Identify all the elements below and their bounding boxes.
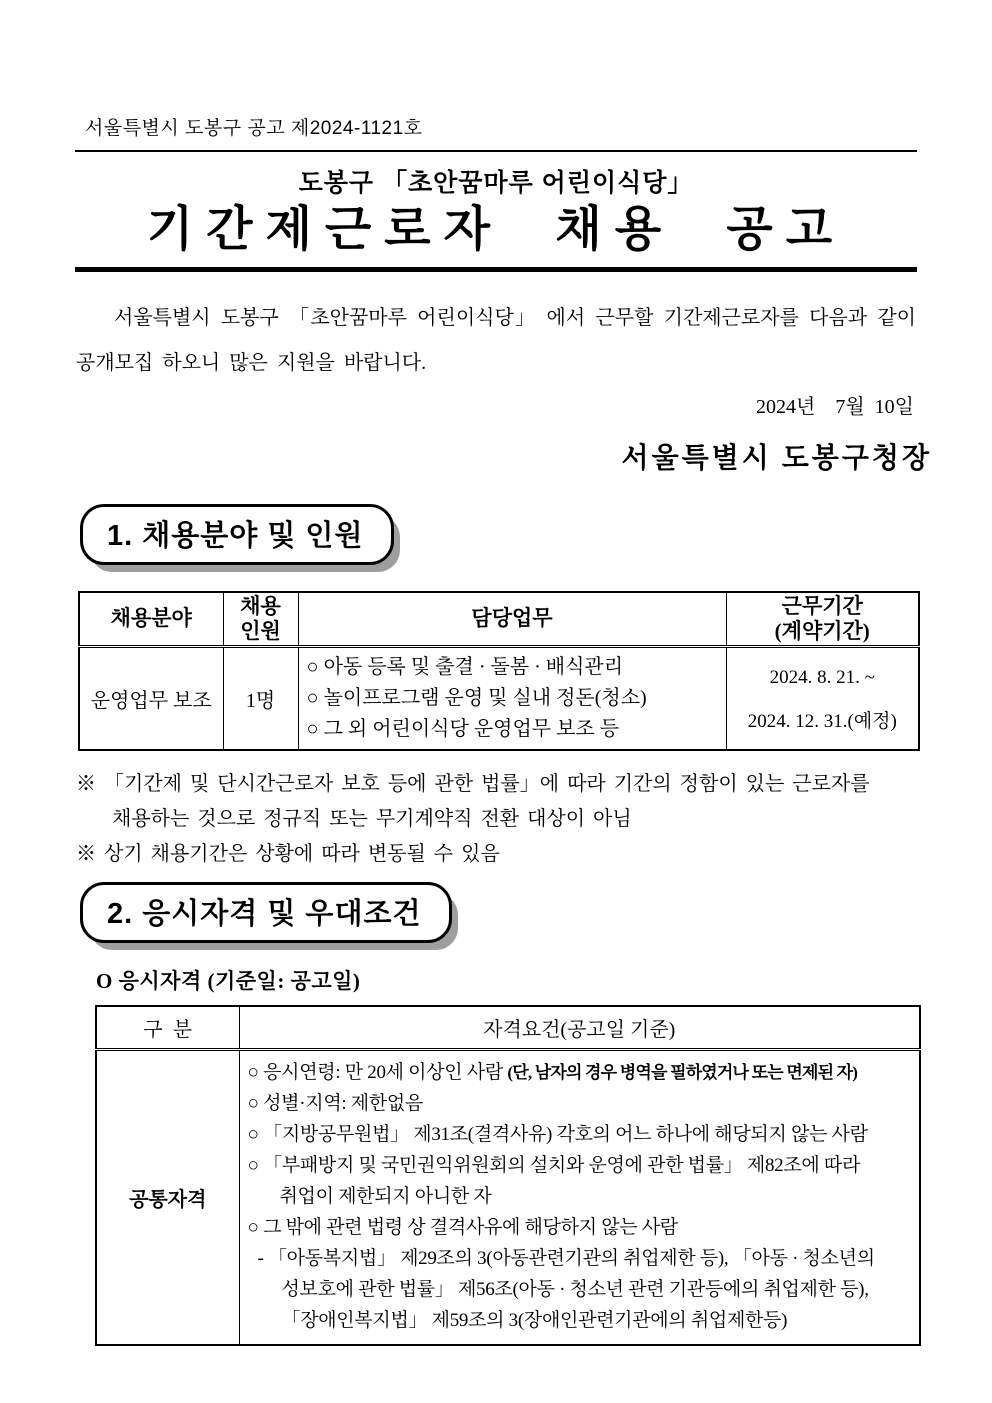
note-2-line-1: ※ 상기 채용기간은 상황에 따라 변동될 수 있음 — [76, 842, 500, 865]
section-1-heading-badge: 1. 채용분야 및 인원 — [80, 504, 394, 565]
section-1-heading-wrap — [80, 504, 992, 565]
duty-item: ○ 놀이프로그램 운영 및 실내 정돈(청소) — [306, 686, 647, 709]
requirement-subitem-continuation: 성보호에 관한 법률」 제56조(아동 · 청소년 관련 기관등에의 취업제한 등), — [281, 1279, 869, 1300]
issuer-signature: 서울특별시 도봉구청장 — [621, 443, 932, 474]
cell-field: 운영업무 보조 — [79, 646, 223, 750]
cell-category-label: 공통자격 — [96, 1050, 239, 1346]
intro-line-1: 서울특별시 도봉구 「초안꿈마루 어린이식당」 에서 근무할 기간제근로자를 다음과 같이 — [114, 307, 916, 329]
header-period-line1: 근무기간 — [781, 593, 863, 618]
requirement-line: ○ 「지방공무원법」 제31조(결격사유) 각호의 어느 하나에 해당되지 않는 사람 — [247, 1124, 868, 1145]
cell-headcount: 1명 — [223, 646, 298, 750]
header-divider-thin — [75, 150, 917, 152]
requirement-line: ○ 성별·지역: 제한없음 — [247, 1093, 424, 1114]
intro-paragraph — [76, 296, 916, 386]
requirement-subitem: - 「아동복지법」 제29조의 3(아동관련기관의 취업제한 등), 「아동 · 청소년의 — [257, 1248, 875, 1269]
announcement-date: 2024년 7월 10일 — [756, 396, 914, 418]
qualification-table-row — [96, 1050, 920, 1346]
intro-line-2: 공개모집 하오니 많은 지원을 바랍니다. — [76, 352, 427, 374]
note-1-line-2: 채용하는 것으로 정규직 또는 무기계약직 전환 대상이 아님 — [112, 807, 632, 830]
header-duties: 담당업무 — [298, 592, 726, 646]
qualification-subheading: O 응시자격 (기준일: 공고일) — [96, 968, 361, 993]
recruitment-table — [78, 591, 920, 751]
section-2-heading-wrap — [80, 882, 992, 943]
requirement-line-continuation: 취업이 제한되지 아니한 자 — [279, 1186, 492, 1207]
header-requirements: 자격요건(공고일 기준) — [239, 1006, 920, 1050]
header-headcount — [223, 592, 298, 646]
requirement-age-condition: (단, 남자의 경우 병역을 필하였거나 또는 면제된 자) — [507, 1063, 858, 1082]
header-field: 채용분야 — [79, 592, 223, 646]
notice-number: 서울특별시 도봉구 공고 제2024-1121호 — [85, 118, 423, 139]
recruitment-table-header-row — [79, 592, 919, 646]
requirement-line — [248, 1057, 916, 1088]
cell-requirement-lines — [239, 1050, 920, 1346]
period-start: 2024. 8. 21. ~ — [769, 667, 875, 688]
header-headcount-line1: 채용 — [240, 593, 281, 618]
requirement-line: ○ 「부패방지 및 국민권익위원회의 설치와 운영에 관한 법률」 제82조에 따라 — [247, 1155, 861, 1176]
header-period-line2: (계약기간) — [774, 618, 870, 643]
requirement-age-text: ○ 응시연령: 만 20세 이상인 사람 — [247, 1062, 508, 1083]
header-divider-thick — [75, 267, 917, 272]
header-category: 구 분 — [96, 1006, 239, 1050]
duty-item: ○ 아동 등록 및 출결 · 돌봄 · 배식관리 — [306, 655, 624, 678]
period-end: 2024. 12. 31.(예정) — [747, 711, 897, 732]
section-2-heading-badge: 2. 응시자격 및 우대조건 — [80, 882, 452, 943]
duty-item: ○ 그 외 어린이식당 운영업무 보조 등 — [306, 717, 620, 740]
document-title: 기간제근로자 채용 공고 — [146, 203, 846, 256]
qualification-table — [95, 1005, 921, 1347]
requirement-subitem-continuation: 「장애인복지법」 제59조의 3(장애인관련기관에의 취업제한등) — [281, 1310, 788, 1331]
header-period — [726, 592, 919, 646]
notes-block — [76, 767, 922, 872]
requirement-line: ○ 그 밖에 관련 법령 상 결격사유에 해당하지 않는 사람 — [247, 1217, 678, 1238]
cell-duties — [298, 646, 726, 750]
note-1-line-1: ※ 「기간제 및 단시간근로자 보호 등에 관한 법률」에 따라 기간의 정함이 있는 근로자를 — [76, 772, 870, 795]
recruitment-table-row — [79, 646, 919, 750]
header-headcount-line2: 인원 — [240, 618, 281, 643]
qualification-table-header-row — [96, 1006, 920, 1050]
cell-period — [726, 646, 919, 750]
document-subtitle: 도봉구 「초안꿈마루 어린이식당」 — [298, 169, 694, 197]
